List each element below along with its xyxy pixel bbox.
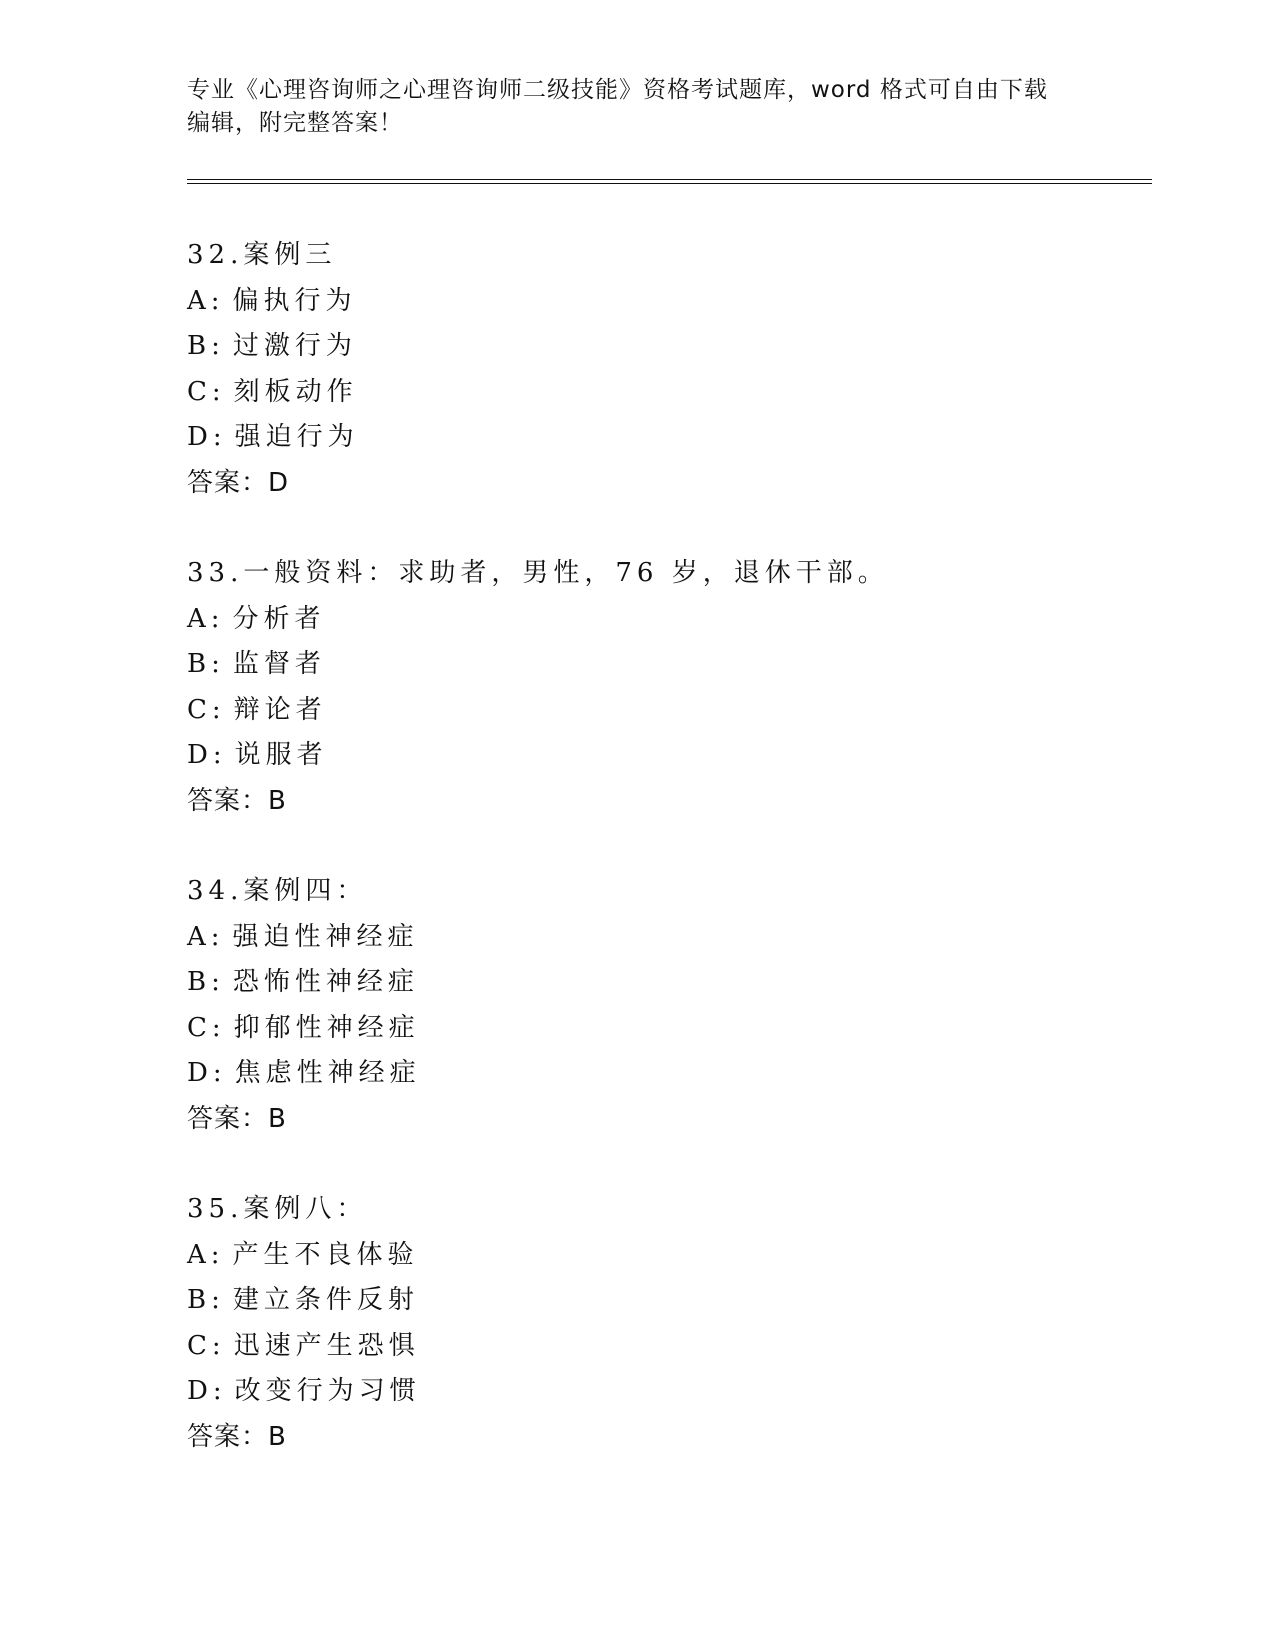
option-c — [187, 1006, 1147, 1052]
option-b — [187, 960, 1147, 1006]
option-d — [187, 733, 1147, 779]
option-text: 改变行为习惯 — [234, 1376, 421, 1406]
option-letter: B: — [187, 331, 225, 361]
option-text: 刻板动作 — [233, 376, 358, 407]
option-text: 强迫行为 — [234, 422, 359, 452]
option-text: 焦虑性神经症 — [234, 1058, 421, 1088]
option-text: 抑郁性神经症 — [233, 1012, 420, 1043]
option-letter: C: — [187, 694, 226, 725]
option-a — [187, 279, 1147, 325]
header-divider-bottom — [187, 183, 1152, 184]
header-line-1: 专业《心理咨询师之心理咨询师二级技能》资格考试题库，word 格式可自由下载 — [187, 77, 1048, 103]
option-letter: B: — [187, 649, 225, 679]
option-letter: A: — [187, 1239, 225, 1270]
option-letter: B: — [187, 1285, 225, 1315]
option-letter: A: — [187, 603, 225, 634]
option-text: 恐怖性神经症 — [232, 967, 419, 997]
option-a — [187, 1233, 1147, 1279]
question-stem: 33.一般资料：求助者，男性，76 岁，退休干部。 — [187, 558, 889, 588]
option-text: 建立条件反射 — [232, 1285, 419, 1315]
option-letter: C: — [187, 376, 226, 407]
option-letter: C: — [187, 1012, 226, 1043]
option-text: 说服者 — [234, 740, 328, 770]
question-35 — [187, 1187, 1147, 1505]
option-text: 辩论者 — [233, 694, 327, 725]
option-text: 迅速产生恐惧 — [233, 1330, 420, 1361]
option-d — [187, 415, 1147, 461]
option-a — [187, 915, 1147, 961]
option-letter: B: — [187, 967, 225, 997]
option-c — [187, 688, 1147, 734]
document-header — [187, 74, 1067, 140]
question-34 — [187, 869, 1147, 1187]
question-32 — [187, 233, 1147, 551]
option-text: 强迫性神经症 — [232, 921, 419, 952]
option-d — [187, 1369, 1147, 1415]
option-letter: D: — [187, 422, 227, 452]
answer-line: 答案：B — [187, 1421, 287, 1452]
option-c — [187, 370, 1147, 416]
header-divider-top — [187, 179, 1152, 180]
question-list — [187, 233, 1147, 1505]
question-33 — [187, 551, 1147, 869]
option-letter: C: — [187, 1330, 226, 1361]
option-text: 偏执行为 — [232, 285, 357, 316]
option-a — [187, 597, 1147, 643]
option-c — [187, 1324, 1147, 1370]
option-b — [187, 324, 1147, 370]
option-b — [187, 1278, 1147, 1324]
option-text: 产生不良体验 — [232, 1239, 419, 1270]
option-text: 过激行为 — [232, 331, 357, 361]
option-letter: D: — [187, 740, 227, 770]
option-d — [187, 1051, 1147, 1097]
header-line-2: 编辑，附完整答案！ — [187, 110, 403, 136]
option-b — [187, 642, 1147, 688]
question-stem: 32.案例三 — [187, 240, 337, 270]
option-letter: A: — [187, 921, 225, 952]
answer-line: 答案：D — [187, 467, 290, 498]
question-stem: 34.案例四： — [187, 876, 368, 906]
option-text: 分析者 — [232, 603, 326, 634]
option-letter: A: — [187, 285, 225, 316]
answer-line: 答案：B — [187, 785, 287, 816]
question-stem: 35.案例八： — [187, 1194, 368, 1224]
answer-line: 答案：B — [187, 1103, 287, 1134]
option-text: 监督者 — [232, 649, 326, 679]
option-letter: D: — [187, 1058, 227, 1088]
option-letter: D: — [187, 1376, 227, 1406]
